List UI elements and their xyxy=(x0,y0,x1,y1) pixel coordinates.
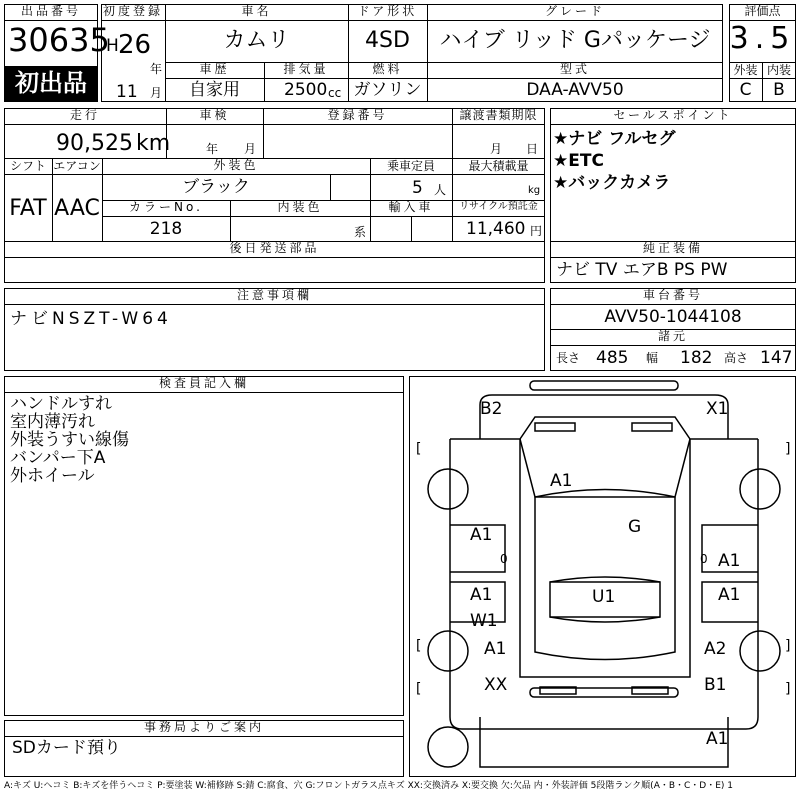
width: 182 xyxy=(680,348,713,368)
mileage-header: 走行 xyxy=(69,108,100,122)
detail-grid xyxy=(4,108,545,242)
diagram-mark-xx: XX xyxy=(484,675,508,695)
office-note: SDカード預り xyxy=(12,738,121,758)
inspector-line-3: 外装うすい線傷 xyxy=(10,430,129,450)
mileage-unit: km xyxy=(136,131,171,156)
reg-month-unit: 月 xyxy=(150,86,163,100)
height-label: 高さ xyxy=(724,351,749,365)
sales-point-3: ★バックカメラ xyxy=(553,173,671,193)
lot-number: 30635 xyxy=(8,21,110,59)
transfer-month-unit: 月 xyxy=(490,142,503,156)
transfer-header: 譲渡書類期限 xyxy=(459,108,538,122)
notes-header: 注意事項欄 xyxy=(236,288,312,302)
transfer-day-unit: 日 xyxy=(526,142,539,156)
ext-color: ブラック xyxy=(182,177,250,197)
score: 3.5 xyxy=(729,21,796,56)
capacity: 5 xyxy=(412,178,423,198)
int-color-unit: 系 xyxy=(354,225,367,239)
inspection-header: 車検 xyxy=(199,108,230,122)
inspection-year-unit: 年 xyxy=(206,142,219,156)
sales-points-header: セールスポイント xyxy=(613,108,733,122)
diagram-mark-0-right: 0 xyxy=(700,552,708,566)
score-header: 評価点 xyxy=(744,4,781,18)
inspector-header: 検査員記入欄 xyxy=(158,376,249,390)
legend: A:キズ U:ヘコミ B:キズを伴うヘコミ P:要塗装 W:補修跡 S:錆 C:腐食、穴 G:フロントガラス点キズ XX:交換済み X:要交換 欠:欠品 内・外装評価 5段階ランク順(A・B・C・D・E) 1 xyxy=(4,781,734,791)
diagram-mark-g: G xyxy=(628,517,642,537)
diagram-mark-a1-rd: A1 xyxy=(718,585,741,605)
diagram-mark-a1-ld: A1 xyxy=(470,585,493,605)
plate-header: 登録番号 xyxy=(327,108,388,122)
inspector-line-4: バンパー下A xyxy=(10,448,106,468)
width-label: 幅 xyxy=(646,351,659,365)
diagram-mark-a1-lr: A1 xyxy=(484,639,507,659)
int-grade: B xyxy=(773,80,785,100)
diagram-mark-w1: W1 xyxy=(470,611,498,631)
model: DAA-AVV50 xyxy=(526,80,624,100)
inspector-line-1: ハンドルすれ xyxy=(10,394,112,414)
int-color-header: 内装色 xyxy=(277,200,323,214)
inspection-month-unit: 月 xyxy=(244,142,257,156)
svg-text:[: [ xyxy=(414,441,423,457)
height: 147 xyxy=(760,348,793,368)
door-type: 4SD xyxy=(365,28,410,53)
shift: FAT xyxy=(9,196,47,221)
genuine-header: 純正装備 xyxy=(642,241,703,255)
car-name-header: 車名 xyxy=(241,4,272,18)
reg-month: 11 xyxy=(116,82,138,102)
length: 485 xyxy=(596,348,629,368)
svg-text:[: [ xyxy=(414,681,423,697)
chassis-header: 車台番号 xyxy=(642,288,703,302)
color-no-header: カラーNo. xyxy=(129,200,203,214)
diagram-mark-a1-roof: A1 xyxy=(550,471,573,491)
reg-year-unit: 年 xyxy=(150,62,163,76)
car-diagram xyxy=(410,377,796,777)
reg-year: 26 xyxy=(118,30,152,60)
diagram-mark-x1: X1 xyxy=(706,399,729,419)
diagram-mark-a2: A2 xyxy=(704,639,727,659)
load-header: 最大積載量 xyxy=(468,159,529,173)
recycle: 11,460 xyxy=(466,219,526,239)
car-name: カムリ xyxy=(223,28,290,53)
ext-color-header: 外装色 xyxy=(213,158,259,172)
fuel-header: 燃料 xyxy=(372,62,403,76)
diagram-mark-0-left: 0 xyxy=(500,552,508,566)
grade: ハイブ リッド Gパッケージ xyxy=(439,28,711,53)
history-header: 車歴 xyxy=(199,62,230,76)
displacement: 2500 xyxy=(284,80,328,100)
svg-text:]: ] xyxy=(784,638,793,654)
diagram-mark-b1: B1 xyxy=(704,675,727,695)
specs-header: 諸元 xyxy=(657,329,688,343)
first-listing-badge xyxy=(5,66,97,101)
svg-text:]: ] xyxy=(784,441,793,457)
office-header: 事務局よりご案内 xyxy=(143,720,264,734)
capacity-header: 乗車定員 xyxy=(386,159,435,173)
load-unit: kg xyxy=(528,185,541,196)
ext-grade: C xyxy=(739,80,752,100)
diagram-mark-a1-rf: A1 xyxy=(718,551,741,571)
svg-text:[: [ xyxy=(414,638,423,654)
sales-point-2: ★ETC xyxy=(553,151,604,171)
ext-header: 外装 xyxy=(733,63,758,77)
inspector-line-2: 室内薄汚れ xyxy=(10,412,95,432)
svg-text:]: ] xyxy=(784,681,793,697)
shift-header: シフト xyxy=(9,159,46,173)
first-listing-label: 初出品 xyxy=(15,69,87,97)
chassis-number: AVV50-1044108 xyxy=(604,307,742,327)
lot-header: 出品番号 xyxy=(20,4,81,18)
diagram-mark-a1-lf: A1 xyxy=(470,525,493,545)
inspector-line-5: 外ホイール xyxy=(10,466,95,486)
import-header: 輸入車 xyxy=(388,200,434,214)
displacement-unit: cc xyxy=(328,86,342,100)
reg-era: H xyxy=(106,36,119,56)
diagram-mark-a1-bottom: A1 xyxy=(706,729,729,749)
aircon-header: エアコン xyxy=(53,159,101,173)
int-header: 内装 xyxy=(766,63,791,77)
capacity-unit: 人 xyxy=(434,183,447,197)
length-label: 長さ xyxy=(556,351,581,365)
car-diagram-box xyxy=(409,376,796,777)
genuine-equipment: ナビ TV エアB PS PW xyxy=(556,260,728,280)
model-header: 型式 xyxy=(559,62,590,76)
diagram-mark-b2: B2 xyxy=(480,399,503,419)
reg-header: 初度登録 xyxy=(102,4,163,18)
color-no: 218 xyxy=(149,219,183,239)
fuel: ガソリン xyxy=(353,80,422,100)
aircon: AAC xyxy=(54,196,100,221)
recycle-header: リサイクル預託金 xyxy=(459,201,538,212)
sales-point-1: ★ナビ フルセグ xyxy=(553,129,676,149)
grade-header: グレード xyxy=(544,4,605,18)
recycle-unit: 円 xyxy=(530,224,543,238)
door-header: ドア形状 xyxy=(357,4,418,18)
history: 自家用 xyxy=(189,80,240,100)
displacement-header: 排気量 xyxy=(283,62,329,76)
diagram-mark-u1: U1 xyxy=(592,587,616,607)
mileage: 90,525 xyxy=(56,131,133,156)
later-parts-header: 後日発送部品 xyxy=(229,241,320,255)
notes: ナビNSZT-W64 xyxy=(10,309,172,329)
